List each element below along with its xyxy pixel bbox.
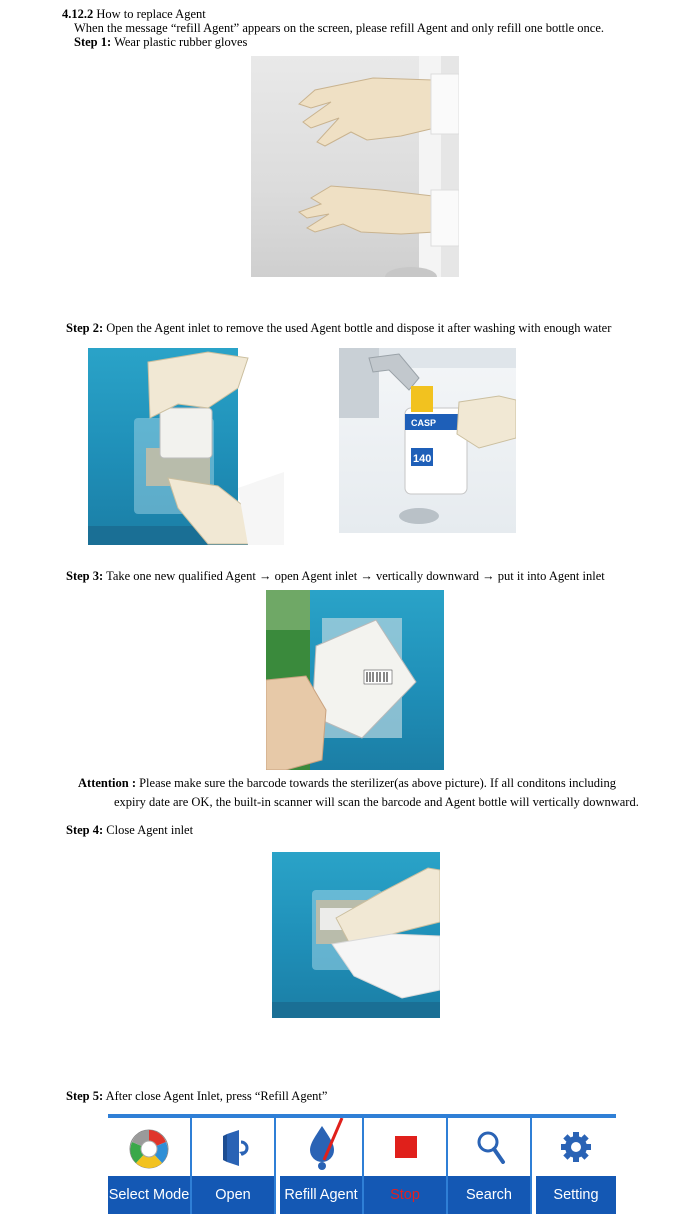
search-button[interactable] — [448, 1118, 532, 1214]
step-3: Step 3: Take one new qualified Agent → open Agent inlet → vertically downward → put it into Agent inlet — [66, 569, 605, 583]
step-5: Step 5: After close Agent Inlet, press “Refill Agent” — [66, 1089, 328, 1103]
search-label: Search — [448, 1176, 530, 1214]
insert-bottle-photo — [266, 590, 444, 770]
color-wheel-icon — [128, 1128, 170, 1170]
select-mode-button[interactable] — [108, 1118, 192, 1214]
remove-bottle-photo — [88, 348, 284, 545]
open-button[interactable] — [192, 1118, 276, 1214]
open-label: Open — [192, 1176, 274, 1214]
attention-line-2: expiry date are OK, the built-in scanner will scan the barcode and Agent bottle will vertically downward. — [114, 795, 639, 809]
select-mode-label: Select Mode — [108, 1176, 190, 1214]
step-1: Step 1: Wear plastic rubber gloves — [74, 35, 248, 49]
refill-drop-icon — [298, 1118, 346, 1174]
stop-label: Stop — [364, 1176, 446, 1214]
stop-square-icon — [395, 1136, 417, 1158]
disposal-sink-photo — [339, 348, 516, 533]
close-inlet-photo — [272, 852, 440, 1018]
step-4: Step 4: Close Agent inlet — [66, 823, 194, 837]
stop-button[interactable] — [364, 1118, 448, 1214]
door-icon — [221, 1130, 249, 1166]
refill-agent-button[interactable] — [280, 1118, 364, 1214]
magnifier-icon — [476, 1130, 506, 1164]
attention-line-1: Attention : Please make sure the barcode towards the sterilizer(as above picture). If all conditons including — [78, 776, 617, 790]
refill-agent-label: Refill Agent — [280, 1176, 362, 1214]
section-number: 4.12.2 — [62, 7, 94, 21]
setting-button[interactable] — [536, 1118, 616, 1214]
setting-label: Setting — [536, 1176, 616, 1214]
step-2: Step 2: Open the Agent inlet to remove the used Agent bottle and dispose it after washing with enough water — [66, 321, 612, 335]
bottle-number: 140 — [413, 453, 432, 465]
intro-text: When the message “refill Agent” appears on the screen, please refill Agent and only refill one bottle once. — [74, 21, 605, 35]
attention-label: Attention : — [78, 776, 136, 790]
gear-icon — [561, 1132, 591, 1162]
bottle-brand: CASP — [411, 418, 437, 428]
gloves-photo — [251, 56, 459, 277]
section-title: How to replace Agent — [96, 7, 206, 21]
control-toolbar — [108, 1114, 616, 1214]
